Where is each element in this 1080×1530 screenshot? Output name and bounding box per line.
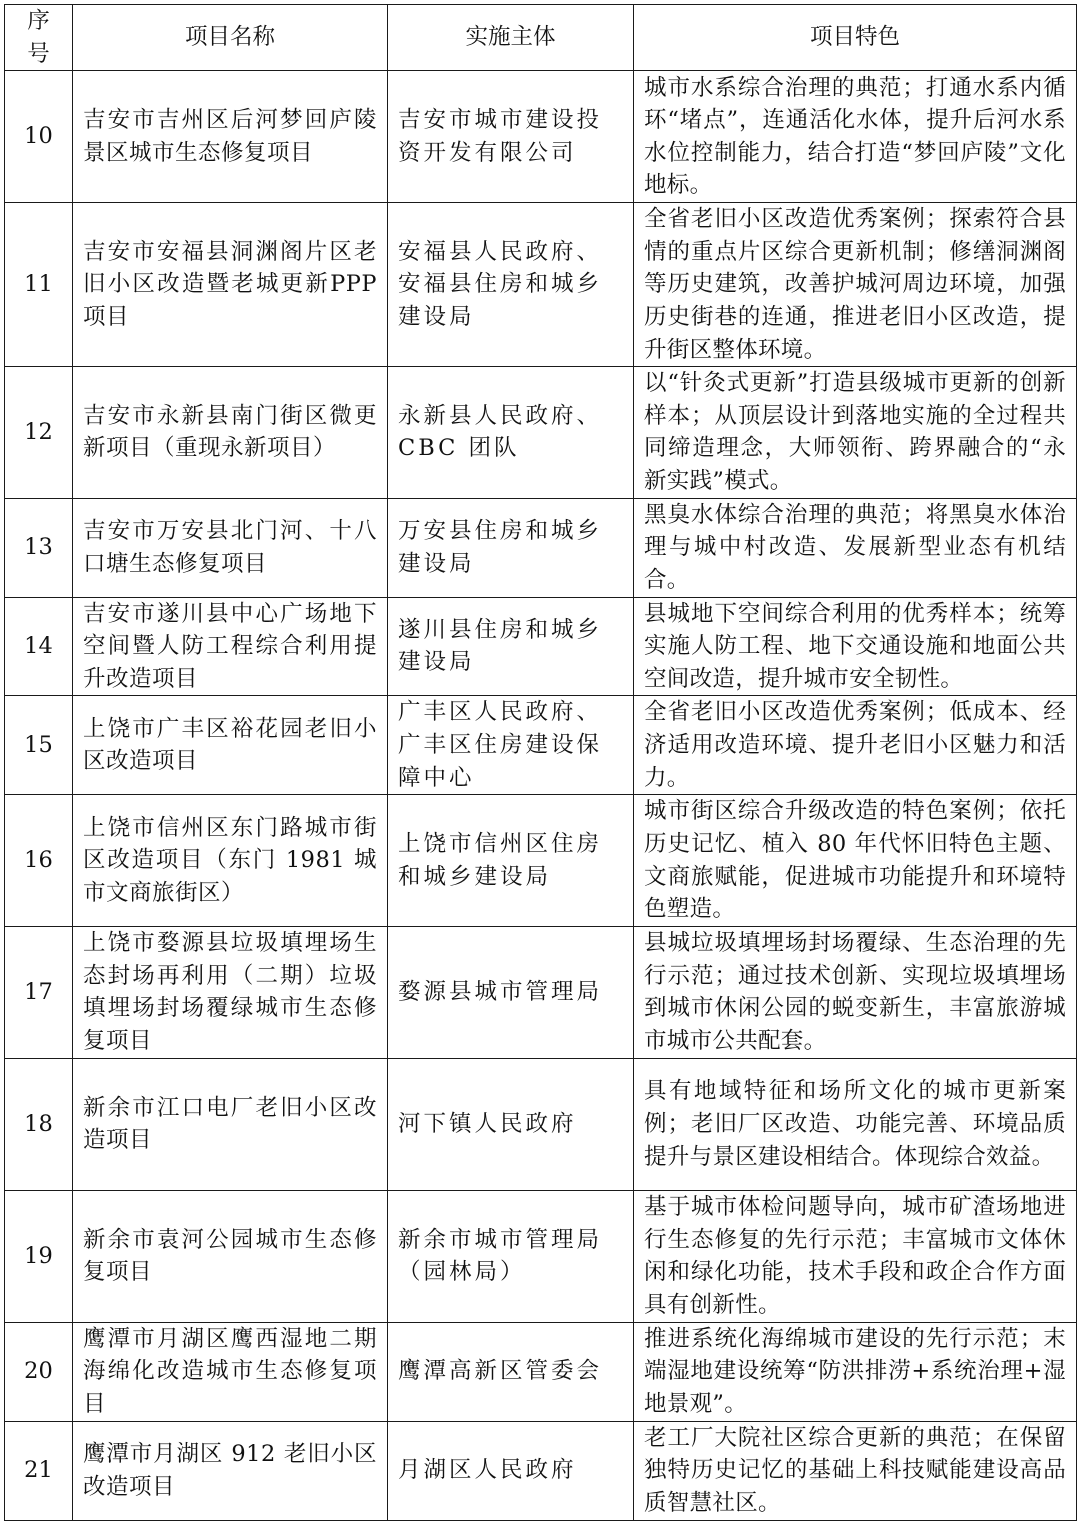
row-project-name: 吉安市万安县北门河、十八口塘生态修复项目 [73,498,388,597]
row-serial-number: 14 [5,597,73,696]
row-project-feature: 县城垃圾填埋场封场覆绿、生态治理的先行示范；通过技术创新、实现垃圾填埋场到城市休闲公园的蜕变新生，丰富旅游城市城市公共配套。 [634,926,1077,1058]
row-project-feature: 全省老旧小区改造优秀案例；探索符合县情的重点片区综合更新机制；修缮洞渊阁等历史建筑，改善护城河周边环境，加强历史街巷的连通，推进老旧小区改造，提升街区整体环境。 [634,203,1077,367]
row-implementing-entity: 河下镇人民政府 [388,1058,634,1190]
header-project-feature: 项目特色 [634,5,1077,71]
row-project-feature: 老工厂大院社区综合更新的典范；在保留独特历史记忆的基础上科技赋能建设高品质智慧社区。 [634,1421,1077,1520]
row-serial-number: 18 [5,1058,73,1190]
row-project-feature: 黑臭水体综合治理的典范；将黑臭水体治理与城中村改造、发展新型业态有机结合。 [634,498,1077,597]
row-implementing-entity: 永新县人民政府、CBC 团队 [388,367,634,498]
table-row [5,1058,1077,1190]
project-table [4,4,1077,1521]
row-implementing-entity: 新余市城市管理局（园林局） [388,1190,634,1322]
header-project-name: 项目名称 [73,5,388,71]
row-implementing-entity: 吉安市城市建设投资开发有限公司 [388,71,634,203]
table-row [5,1190,1077,1322]
row-project-feature: 具有地域特征和场所文化的城市更新案例；老旧厂区改造、功能完善、环境品质提升与景区建设相结合。体现综合效益。 [634,1058,1077,1190]
header-row [5,5,1077,71]
table-row [5,926,1077,1058]
table-row [5,696,1077,795]
row-serial-number: 20 [5,1322,73,1421]
row-project-name: 上饶市信州区东门路城市街区改造项目（东门 1981 城市文商旅街区） [73,795,388,926]
table-row [5,1421,1077,1520]
row-project-feature: 城市水系综合治理的典范；打通水系内循环“堵点”，连通活化水体，提升后河水系水位控制能力，结合打造“梦回庐陵”文化地标。 [634,71,1077,203]
row-implementing-entity: 月湖区人民政府 [388,1421,634,1520]
table-row [5,203,1077,367]
row-implementing-entity: 上饶市信州区住房和城乡建设局 [388,795,634,926]
row-serial-number: 15 [5,696,73,795]
row-implementing-entity: 遂川县住房和城乡建设局 [388,597,634,696]
header-implementing-entity: 实施主体 [388,5,634,71]
row-project-feature: 城市街区综合升级改造的特色案例；依托历史记忆、植入 80 年代怀旧特色主题、文商旅赋能，促进城市功能提升和环境特色塑造。 [634,795,1077,926]
row-project-name: 鹰潭市月湖区 912 老旧小区改造项目 [73,1421,388,1520]
row-implementing-entity: 广丰区人民政府、广丰区住房建设保障中心 [388,696,634,795]
row-project-name: 新余市江口电厂老旧小区改造项目 [73,1058,388,1190]
header-serial-number: 序 号 [5,5,73,71]
row-serial-number: 11 [5,203,73,367]
row-implementing-entity: 万安县住房和城乡建设局 [388,498,634,597]
row-project-feature: 推进系统化海绵城市建设的先行示范；末端湿地建设统筹“防洪排涝+系统治理+湿地景观”。 [634,1322,1077,1421]
row-implementing-entity: 鹰潭高新区管委会 [388,1322,634,1421]
row-project-feature: 全省老旧小区改造优秀案例；低成本、经济适用改造环境、提升老旧小区魅力和活力。 [634,696,1077,795]
row-project-name: 吉安市遂川县中心广场地下空间暨人防工程综合利用提升改造项目 [73,597,388,696]
row-serial-number: 17 [5,926,73,1058]
row-project-name: 吉安市安福县洞渊阁片区老旧小区改造暨老城更新PPP 项目 [73,203,388,367]
row-implementing-entity: 安福县人民政府、安福县住房和城乡建设局 [388,203,634,367]
table-header [5,5,1077,71]
row-implementing-entity: 婺源县城市管理局 [388,926,634,1058]
row-project-name: 鹰潭市月湖区鹰西湿地二期海绵化改造城市生态修复项目 [73,1322,388,1421]
row-serial-number: 13 [5,498,73,597]
table-row [5,71,1077,203]
row-serial-number: 21 [5,1421,73,1520]
table-row [5,1322,1077,1421]
row-project-name: 吉安市吉州区后河梦回庐陵景区城市生态修复项目 [73,71,388,203]
row-project-feature: 基于城市体检问题导向，城市矿渣场地进行生态修复的先行示范；丰富城市文体休闲和绿化功能，技术手段和政企合作方面具有创新性。 [634,1190,1077,1322]
row-project-feature: 县城地下空间综合利用的优秀样本；统筹实施人防工程、地下交通设施和地面公共空间改造，提升城市安全韧性。 [634,597,1077,696]
table-row [5,367,1077,498]
row-serial-number: 10 [5,71,73,203]
table-row [5,498,1077,597]
row-project-feature: 以“针灸式更新”打造县级城市更新的创新样本；从顶层设计到落地实施的全过程共同缔造理念，大师领衔、跨界融合的“永新实践”模式。 [634,367,1077,498]
row-project-name: 吉安市永新县南门街区微更新项目（重现永新项目） [73,367,388,498]
row-project-name: 上饶市婺源县垃圾填埋场生态封场再利用（二期）垃圾填埋场封场覆绿城市生态修复项目 [73,926,388,1058]
row-project-name: 上饶市广丰区裕花园老旧小区改造项目 [73,696,388,795]
table-row [5,597,1077,696]
table-body [5,71,1077,1520]
row-serial-number: 16 [5,795,73,926]
row-serial-number: 12 [5,367,73,498]
row-project-name: 新余市袁河公园城市生态修复项目 [73,1190,388,1322]
row-serial-number: 19 [5,1190,73,1322]
table-row [5,795,1077,926]
